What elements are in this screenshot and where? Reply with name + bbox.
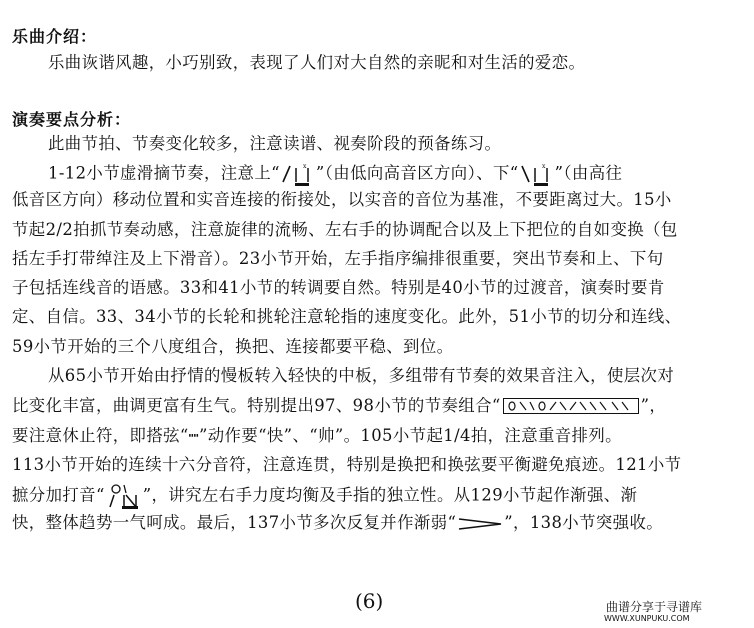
text-segment: ”，138小节突强收。 — [504, 513, 664, 532]
text-segment: ”（由低向高音区方向）、下“ — [315, 163, 519, 183]
text-segment: ”，讲究左右手力度均衡及手指的独立性。从129小节起作渐强、渐 — [142, 485, 638, 505]
strike-tone-symbol-icon — [106, 483, 142, 509]
svg-text:x: x — [541, 163, 546, 170]
analysis-line-13 — [12, 483, 742, 509]
analysis-line-12: 113小节开始的连续十六分音符，注意连贯，特别是换把和换弦要平衡避免痕迹。121小节 — [12, 455, 682, 474]
analysis-line-5: 括左手打带绰注及上下滑音）。23小节开始，左手指序编排很重要，突出节奏和上、下句 — [12, 249, 664, 268]
downward-slide-symbol-icon — [520, 162, 554, 186]
text-segment: 快，整体趋势一气呵成。最后，137小节多次反复并作渐弱“ — [12, 513, 457, 532]
text-segment: ”， — [640, 396, 667, 415]
analysis-heading: 演奏要点分析： — [12, 110, 132, 129]
analysis-line-3: 低音区方向）移动位置和实音连接的衔接处，以实音的音位为基准，不要距离过大。15小 — [12, 190, 672, 209]
text-segment: ”（由高往 — [554, 163, 623, 183]
analysis-line-4: 节起2/2拍抓节奏动感，注意旋律的流畅、左右手的协调配合以及上下把位的自如变换（包 — [12, 220, 678, 239]
upward-slide-symbol-icon — [281, 162, 315, 186]
analysis-line-11: 要注意休止符，即搭弦“┉”动作要“快”、“帅”。105小节起1/4拍，注意重音排列。 — [12, 426, 622, 445]
text-segment: 摭分加打音“ — [12, 485, 105, 505]
text-segment: 1-12小节虚滑摘节奏，注意上“ — [48, 163, 280, 183]
intro-heading: 乐曲介绍： — [12, 27, 98, 46]
watermark-text: 曲谱分享于寻谱库 — [606, 600, 703, 614]
analysis-line-6: 子包括连线音的语感。33和41小节的转调要自然。特别是40小节的过渡音，演奏时要肯 — [12, 278, 665, 297]
analysis-line-9: 从65小节开始由抒情的慢板转入轻快的中板，多组带有节奏的效果音注入，使层次对 — [48, 366, 675, 385]
analysis-paragraph-1: 此曲节拍、节奏变化较多，注意读谱、视奏阶段的预备练习。 — [48, 134, 502, 153]
analysis-line-8: 59小节开始的三个八度组合，换把、连接都要平稳、到位。 — [12, 337, 454, 356]
watermark-url: WWW.XUNPUKU.COM — [604, 614, 690, 623]
intro-text: 乐曲诙谐风趣，小巧别致，表现了人们对大自然的亲昵和对生活的爱恋。 — [48, 53, 586, 72]
page-number: (6) — [355, 589, 384, 613]
decrescendo-hairpin-icon — [457, 517, 503, 531]
svg-text:x: x — [302, 163, 307, 170]
analysis-line-10 — [12, 395, 742, 417]
analysis-line-2 — [48, 162, 742, 186]
analysis-line-7: 定、自信。33、34小节的长轮和挑轮注意轮指的速度变化。此外，51小节的切分和连线、 — [12, 307, 682, 326]
rhythm-group-symbol-icon — [503, 398, 639, 414]
text-segment: 比变化丰富，曲调更富有生气。特别提出97、98小节的节奏组合“ — [12, 396, 501, 415]
analysis-line-14 — [12, 512, 742, 534]
